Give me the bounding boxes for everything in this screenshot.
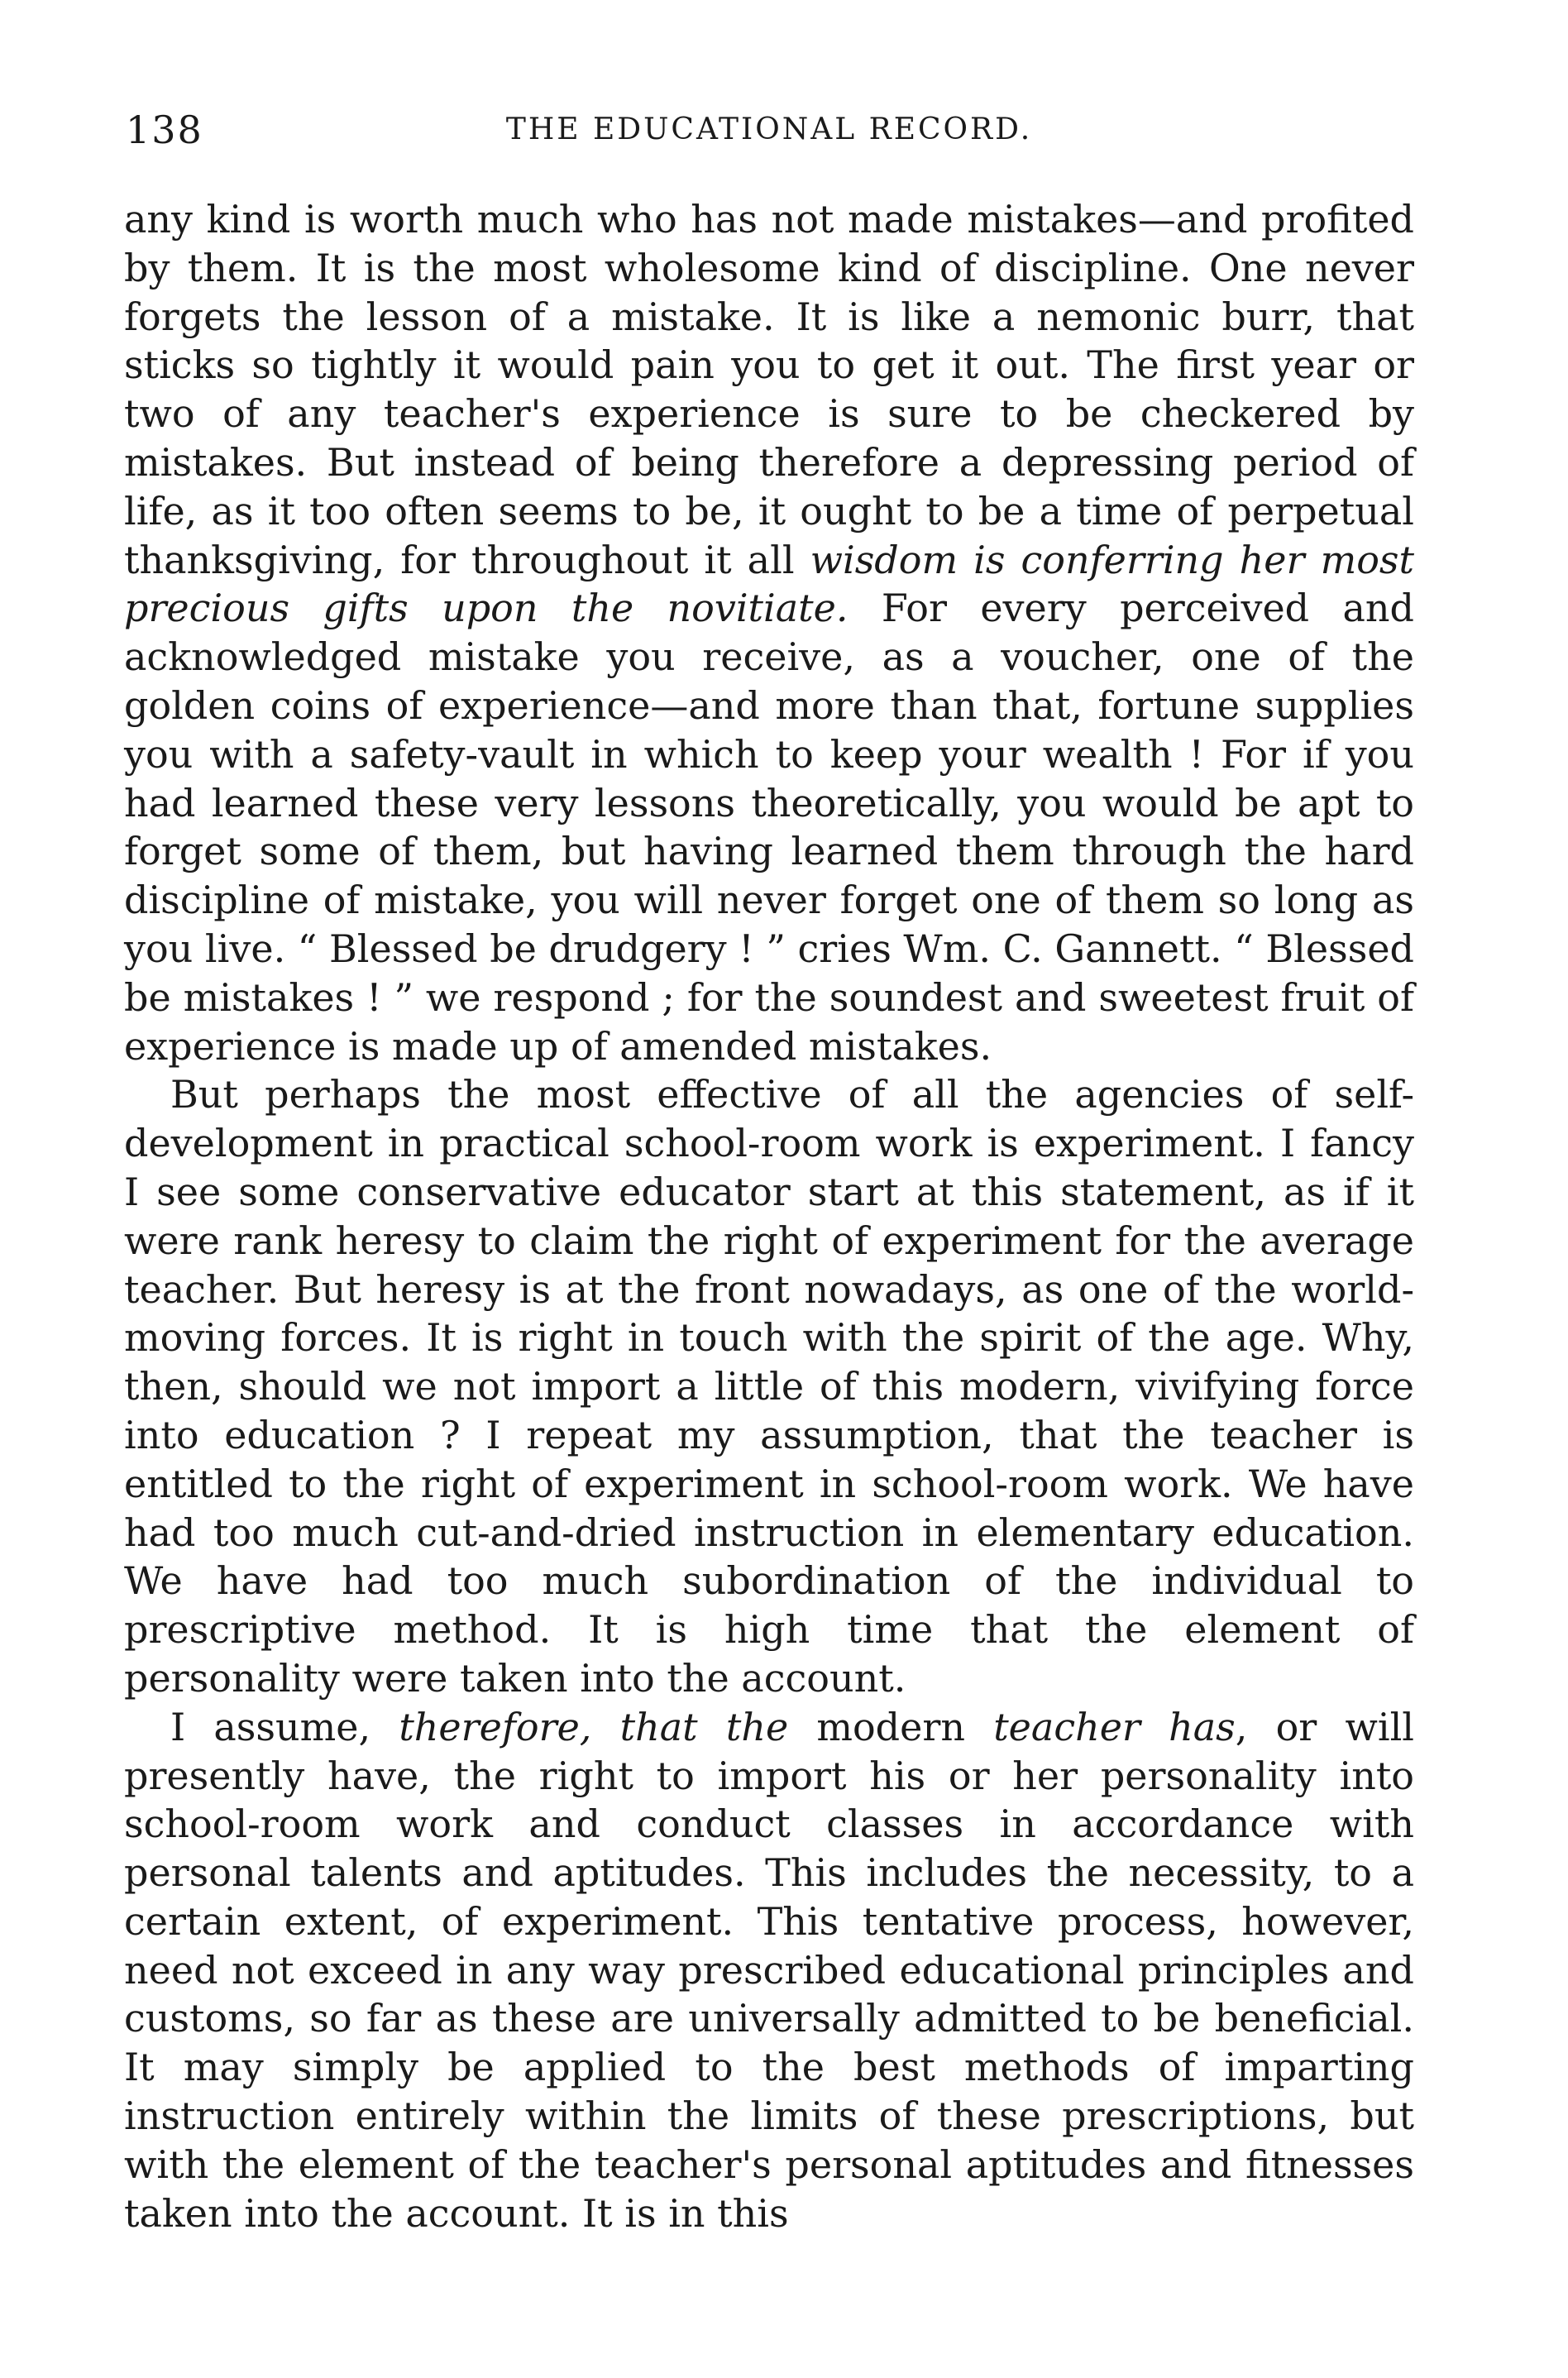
body-text — [124, 195, 1414, 2237]
paragraph-1-italic: wisdom is conferring her most precious gifts upon the novitiate. — [124, 537, 1414, 631]
journal-title: THE EDUCATIONAL RECORD. — [505, 112, 1033, 146]
paragraph-1 — [124, 195, 1414, 1070]
book-page — [124, 108, 1414, 2237]
paragraph-3-text-b: , or will presently have, the right to import his or her personality into school-room work and conduct classes in accordance with personal talents and aptitudes. This includes the necessity, to a certain extent, of experiment. This tentative process, however, need not exceed in any way prescribed educational principles and customs, so far as these are universally admitted to be beneficial. It may simply be applied to the best methods of imparting instruction entirely within the limits of these prescriptions, but with the element of the teacher's personal aptitudes and fitnesses taken into the account. It is in this — [124, 1704, 1415, 2236]
paragraph-3 — [124, 1703, 1414, 2238]
paragraph-3-text-a: I assume, — [170, 1704, 399, 1749]
paragraph-1-text-b: For every perceived and acknowledged mistake you receive, as a voucher, one of the golden coins of experience—and more than that, fortune supplies you with a safety-vault in which to keep your wealth ! For if you had learned these very lessons theoretically, you would be apt to forget some of them, but having learned them through the hard discipline of mistake, you will never forget one of them so long as you live. “ Blessed be drudgery ! ” cries Wm. C. Gannett. “ Blessed be mistakes ! ” we respond ; for the soundest and sweetest fruit of experience is made up of amended mistakes. — [124, 586, 1414, 1069]
paragraph-3-italic-a: therefore, that the — [399, 1704, 789, 1749]
paragraph-3-italic-b: teacher has — [993, 1704, 1236, 1749]
paragraph-1-text-a: any kind is worth much who has not made mistakes—and profited by them. It is the most wholesome kind of discipline. One never forgets the lesson of a mistake. It is like a nemonic burr, that sticks so tightly it would pain you to get it out. The first year or two of any teacher's experience is sure to be checkered by mistakes. But instead of being therefore a depressing period of life, as it too often seems to be, it ought to be a time of perpetual thanksgiving, for throughout it all — [124, 197, 1414, 582]
paragraph-3-text-mid: modern — [788, 1704, 994, 1749]
paragraph-2: But perhaps the most effective of all the agencies of self-development in practical school-room work is experiment. I fancy I see some conservative educator start at this statement, as if it were rank heresy to claim the right of experiment for the average teacher. But heresy is at the front nowadays, as one of the world-moving forces. It is right in touch with the spirit of the age. Why, then, should we not import a little of this modern, vivifying force into education ? I repeat my assumption, that the teacher is entitled to the right of experiment in school-room work. We have had too much cut-and-dried instruction in elementary education. We have had too much subordination of the individual to prescriptive method. It is high time that the element of personality were taken into the account. — [124, 1072, 1414, 1701]
running-head — [124, 108, 1414, 174]
page-number: 138 — [126, 108, 203, 152]
